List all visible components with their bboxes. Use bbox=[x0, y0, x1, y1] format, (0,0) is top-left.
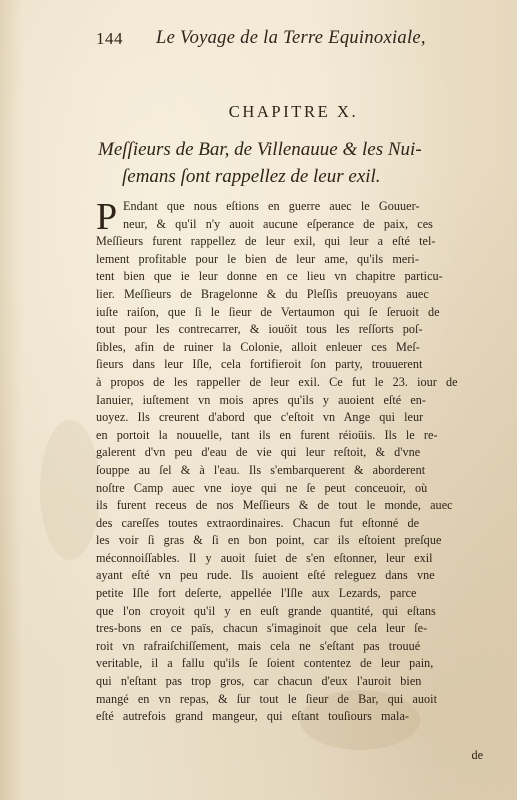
text-line: Endant que nous eſtions en guerre auec le Gouuer- bbox=[123, 199, 420, 213]
text-line: tout pour les contrecarrer, & iouöit tous les reſſorts poſ- bbox=[96, 322, 423, 337]
chapter-title: CHAPITRE X. bbox=[228, 102, 359, 121]
text-line: iuſte raiſon, que ſi le ſieur de Vertaumon qui ſe ſeruoit de bbox=[96, 304, 440, 319]
text-line: mangé en vn repas, & ſur tout le ſieur de Bar, qui auoit bbox=[96, 691, 438, 706]
text-line: tres-bons en ce païs, chacun s'imaginoit que cela leur ſe- bbox=[96, 621, 428, 636]
drop-cap: P bbox=[96, 196, 118, 238]
text-line: ſibles, afin de ruiner la Colonie, alloit enleuer ces Meſ- bbox=[96, 339, 420, 354]
text-line: tent bien que ie leur donne en ce lieu vn chapitre particu- bbox=[96, 269, 443, 284]
body-text bbox=[96, 198, 488, 726]
subtitle-line: ſemans ſont rappellez de leur exil. bbox=[122, 166, 381, 187]
text-line: Ianuier, iuſtement vn mois apres qu'ils y auoient eſté en- bbox=[96, 392, 427, 407]
text-line: Meſſieurs furent rappellez de leur exil, qui leur a eſté tel- bbox=[96, 234, 436, 249]
text-line: ils furent receus de nos Meſſieurs & de tout le monde, auec bbox=[96, 498, 453, 513]
text-line: à propos de les rappeller de leur exil. Ce fut le 23. iour de bbox=[96, 374, 458, 389]
text-line: méconnoiſſables. Il y auoit ſuiet de s'en eſtonner, leur exil bbox=[96, 550, 433, 565]
subtitle-line: Meſſieurs de Bar, de Villenauue & les Nui- bbox=[98, 139, 422, 160]
text-line: petite Iſle fort deſerte, appellée l'Iſle aux Lezards, parce bbox=[96, 586, 417, 601]
text-line: uoyez. Ils creurent d'abord que c'eſtoit vn Ange qui leur bbox=[96, 410, 424, 425]
catchword: de bbox=[471, 748, 483, 762]
text-line: eſté autrefois grand mangeur, qui eſtant touſiours mala- bbox=[96, 709, 410, 724]
page-number: 144 bbox=[96, 29, 123, 48]
text-line: que l'on croyoit qu'il y en euſt grande quantité, qui eſtans bbox=[96, 603, 436, 618]
text-line: en portoit la nouuelle, tant ils en furent réioüis. Ils le re- bbox=[96, 427, 438, 442]
text-line: lement profitable pour le bien de leur ame, qu'ils meri- bbox=[96, 251, 419, 266]
running-head: Le Voyage de la Terre Equinoxiale, bbox=[156, 28, 426, 48]
text-line: les voir ſi gras & ſi en bon point, car ils eſtoient preſque bbox=[96, 533, 442, 548]
text-line: noſtre Camp auec vne ioye qui ne ſe peut conceuoir, où bbox=[96, 480, 428, 495]
text-line: roit vn rafraiſchiſſement, mais cela ne s'eſtant pas trouué bbox=[96, 638, 421, 653]
text-line: galerent d'vn peu d'eau de vie qui leur reſtoit, & d'vne bbox=[96, 445, 421, 460]
text-line: qui n'eſtant pas trop gros, car chacun d'eux l'auroit bien bbox=[96, 674, 422, 689]
text-line: ſouppe au ſel & à l'eau. Ils s'embarquerent & aborderent bbox=[96, 462, 426, 477]
page-header bbox=[96, 29, 486, 59]
chapter-subtitle bbox=[98, 136, 498, 190]
paper-stain bbox=[40, 420, 100, 560]
text-line: veritable, il a fallu qu'ils ſe ſoient contentez de leur pain, bbox=[96, 656, 434, 671]
text-line: lier. Meſſieurs de Bragelonne & du Pleſſis preuoyans auec bbox=[96, 286, 429, 301]
text-line: ſieurs dans leur Iſle, cela fortifieroit ſon party, trouuerent bbox=[96, 357, 423, 372]
text-line: neur, & qu'il n'y auoit aucune eſperance de paix, ces bbox=[123, 216, 433, 231]
text-line: des careſſes toutes extraordinaires. Chacun fut eſtonné de bbox=[96, 515, 420, 530]
text-line: ayant eſté vn peu rude. Ils auoient eſté releguez dans vne bbox=[96, 568, 435, 583]
